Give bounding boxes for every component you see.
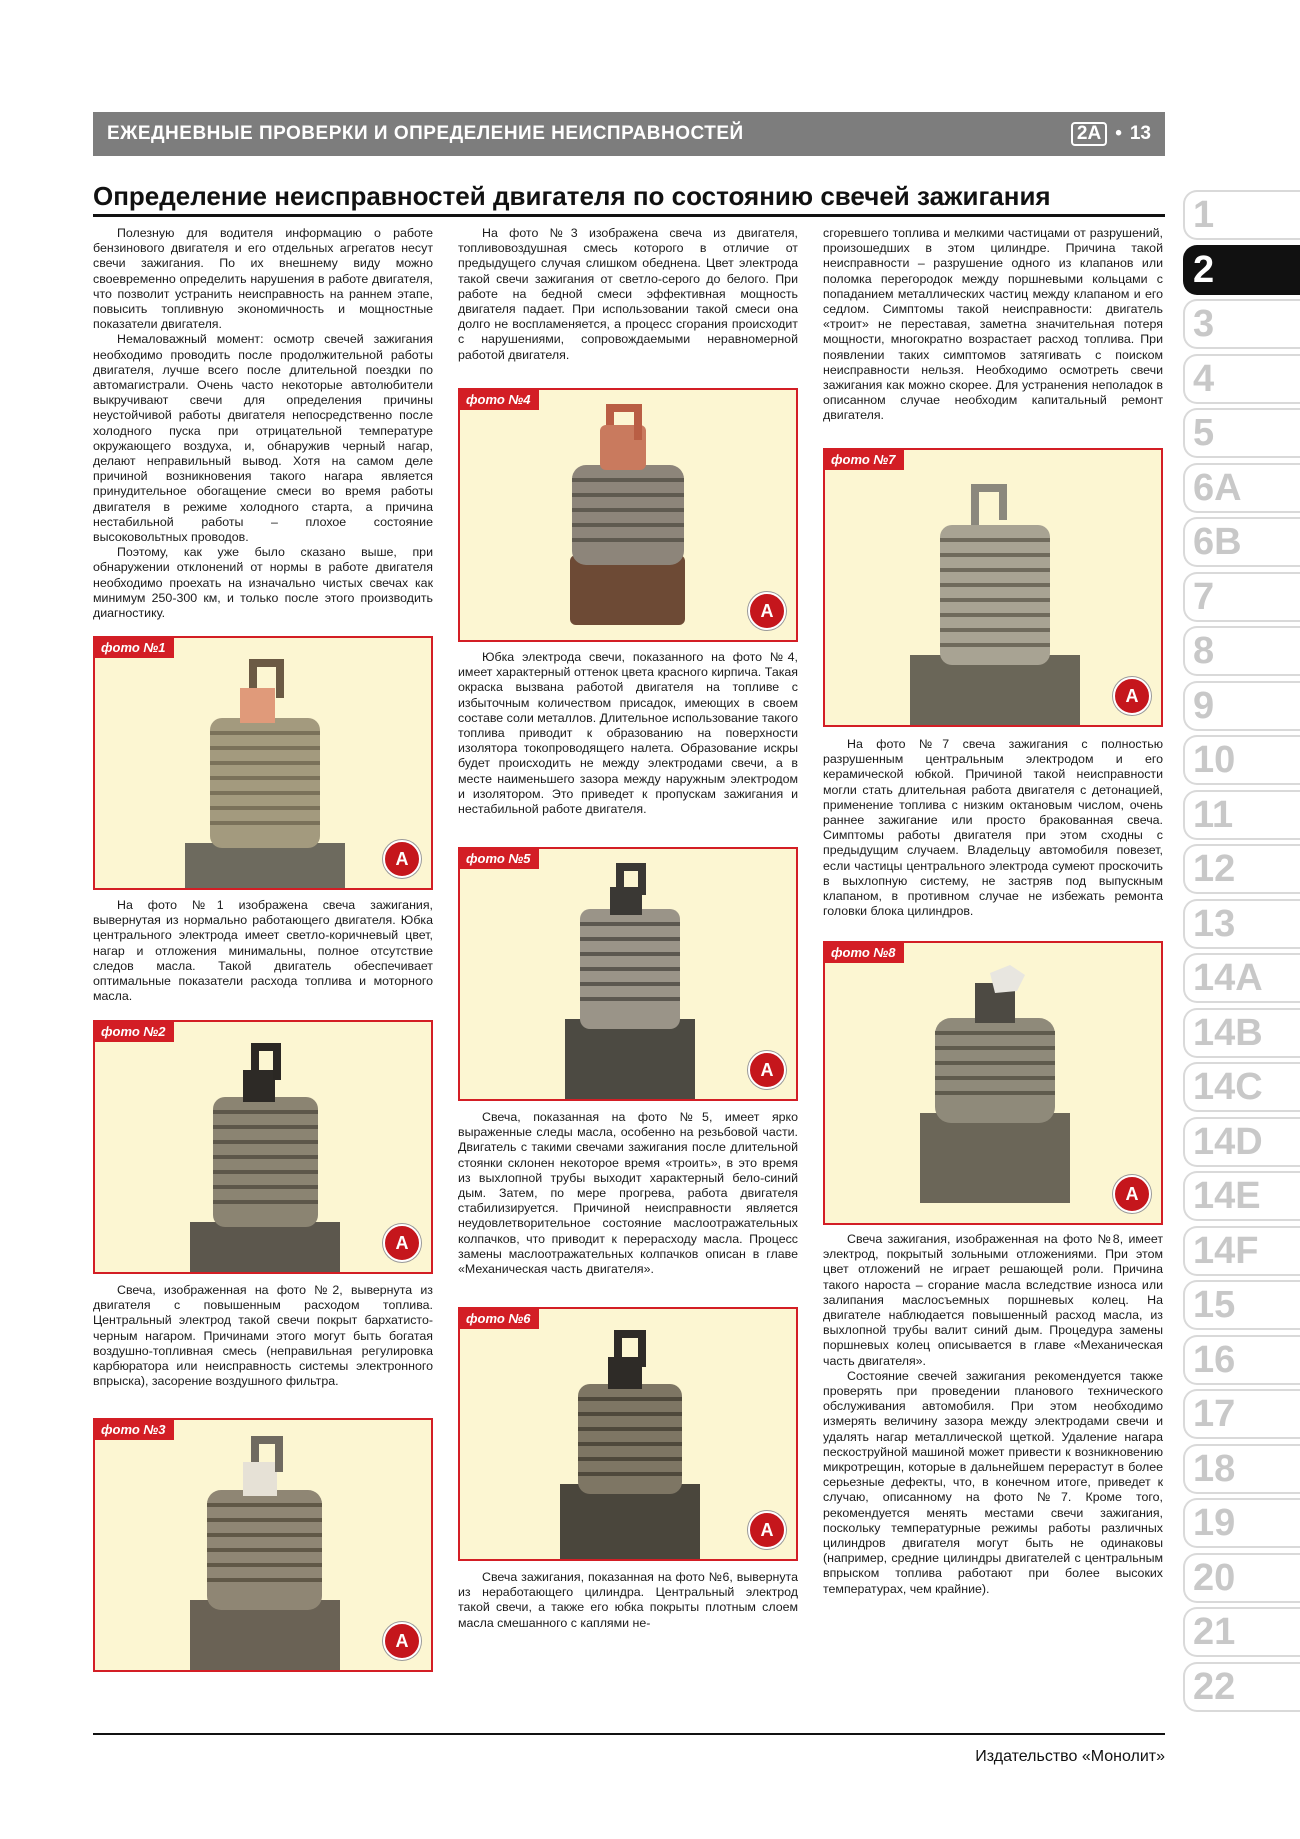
spark-plug-image (460, 1309, 796, 1559)
page-indicator (1071, 122, 1151, 146)
chapter-tab-16[interactable]: 16 (1183, 1335, 1300, 1385)
photo-2 (93, 1020, 433, 1274)
publisher-logo-icon: А (383, 1622, 421, 1660)
chapter-tab-17[interactable]: 17 (1183, 1389, 1300, 1439)
paragraph: Полезную для водителя информацию о работе бензинового двигателя и его отдельных агрегатов несут свечи зажигания. По их внешнему виду можно своевременно определить нарушения в работе двигателя, что позволит устранить неисправность на раннем этапе, повысить топливную экономичность и мощностные показатели двигателя. (93, 226, 433, 332)
photo-label: фото №5 (460, 849, 539, 869)
spark-plug-image (825, 450, 1161, 725)
publisher-logo-icon: А (383, 840, 421, 878)
chapter-tab-9[interactable]: 9 (1183, 681, 1300, 731)
chapter-tab-14f[interactable]: 14F (1183, 1226, 1300, 1276)
paragraph: Состояние свечей зажигания рекомендуется также проверять при проведении планового технического обслуживания автомобиля. При этом необходимо измерять величину зазора между электродами свечи и удалять нагар металлической щеткой. Удаление нагара пескоструйной машиной может привести к возникновению микротрещин, которые в дальнейшем перерастут в более серьезные дефекты, что, в конечном итоге, приведет к случаю, описанному на фото №7. Кроме того, рекомендуется менять местами свечи зажигания, поскольку температурные режимы работы различных цилиндров двигателя могут быть не одинаковы (например, средние цилиндры двигателей с центральным впрыском топлива работают при более высоких температурах, чем крайние). (823, 1368, 1163, 1596)
spark-plug-image (460, 390, 796, 640)
paragraph: Свеча зажигания, показанная на фото №6, вывернута из неработающего цилиндра. Центральный электрод такой свечи, а также его юбка покрыты плотным слоем масла смешанного с каплями не- (458, 1570, 798, 1630)
publisher-footer: Издательство «Монолит» (975, 1748, 1165, 1765)
col1-photo2-text (93, 1283, 433, 1389)
chapter-tab-18[interactable]: 18 (1183, 1444, 1300, 1494)
col1-photo1-text (93, 898, 433, 1004)
paragraph: Поэтому, как уже было сказано выше, при обнаружении отклонений от нормы в работе двигателя необходимо проехать на изначально чистых свечах как минимум 250-300 км, и только после этого производить диагностику. (93, 545, 433, 621)
paragraph: сгоревшего топлива и мелкими частицами от разрушений, произошедших в этом цилиндре. Причина такой неисправности – разрушение одного из клапанов или поломка перегородок между поршневыми кольцами с попаданием металлических частиц между клапаном и его седлом. Симптомы такой неисправности: двигатель «троит» не переставая, заметна значительная потеря мощности, многократно возрастает расход топлива. При появлении таких симптомов затягивать с поиском неисправности нельзя. Необходимо осмотреть свечи зажигания как можно скорее. Для устранения неполадок в описанном случае необходим капитальный ремонт двигателя. (823, 226, 1163, 423)
photo-label: фото №1 (95, 638, 174, 658)
publisher-logo-icon: А (1113, 677, 1151, 715)
spark-plug-image (95, 1022, 431, 1272)
chapter-tab-8[interactable]: 8 (1183, 626, 1300, 676)
photo-label: фото №7 (825, 450, 904, 470)
footer-divider (93, 1733, 1165, 1735)
chapter-tab-1[interactable]: 1 (1183, 190, 1300, 240)
photo-label: фото №4 (460, 390, 539, 410)
chapter-tab-20[interactable]: 20 (1183, 1553, 1300, 1603)
col1-intro (93, 226, 433, 621)
chapter-tab-14d[interactable]: 14D (1183, 1117, 1300, 1167)
chapter-tab-5[interactable]: 5 (1183, 408, 1300, 458)
chapter-tab-14a[interactable]: 14A (1183, 953, 1300, 1003)
col3-intro (823, 226, 1163, 424)
publisher-logo-icon: А (1113, 1175, 1151, 1213)
photo-3 (93, 1418, 433, 1672)
col2-photo5-text (458, 1110, 798, 1277)
paragraph: Свеча, показанная на фото №5, имеет ярко выраженные следы масла, особенно на резьбовой части. Двигатель с такими свечами зажигания после длительной стоянки склонен некоторое время «троить», в это время из выхлопной трубы выходит характерный бело-синий дым. Затем, по мере прогрева, работа двигателя стабилизируется. Причиной неисправности является неудовлетворительное состояние маслоотражательных колпачков, что приводит к перерасходу масла. Процесс замены маслоотражательных колпачков описан в главе «Механическая часть двигателя». (458, 1110, 798, 1277)
chapter-tab-15[interactable]: 15 (1183, 1280, 1300, 1330)
photo-4 (458, 388, 798, 642)
paragraph: Немаловажный момент: осмотр свечей зажигания необходимо проводить после продолжительной работы двигателя, лучше всего после длительной поездки по автомагистрали. Очень часто некоторые автолюбители выкручивают свечи для определения причины неустойчивой работы двигателя непосредственно после холодного пуска при отрицательной температуре окружающего воздуха, и, обнаружив черный нагар, делают неправильный вывод. Хотя на самом деле причиной возникновения такого нагара является принудительное обогащение смеси во время работы двигателя в режиме холодного старта, а причина нестабильной работы – плохое состояние высоковольтных проводов. (93, 332, 433, 545)
chapter-tab-2[interactable]: 2 (1183, 245, 1300, 295)
page-title: Определение неисправностей двигателя по состоянию свечей зажигания (93, 181, 1051, 211)
publisher-logo-icon: А (748, 592, 786, 630)
paragraph: Свеча зажигания, изображенная на фото №8, имеет электрод, покрытый зольными отложениями. При этом цвет отложений не играет решающей роли. Причина такого нароста – сгорание масла вследствие износа или залипания маслосъемных поршневых колец. На двигателе наблюдается повышенный расход масла, из выхлопной трубы валит синий дым. Процедура замены поршневых колец описывается в главе «Механическая часть двигателя». (823, 1232, 1163, 1368)
spark-plug-image (825, 943, 1161, 1223)
chapter-tab-10[interactable]: 10 (1183, 735, 1300, 785)
col2-photo6-text (458, 1570, 798, 1631)
publisher-logo-icon: А (383, 1224, 421, 1262)
chapter-tab-19[interactable]: 19 (1183, 1498, 1300, 1548)
section-title: ЕЖЕДНЕВНЫЕ ПРОВЕРКИ И ОПРЕДЕЛЕНИЕ НЕИСПРАВНОСТЕЙ (107, 123, 744, 144)
chapter-tab-3[interactable]: 3 (1183, 299, 1300, 349)
paragraph: На фото №7 свеча зажигания с полностью разрушенным центральным электродом и его керамической юбкой. Причиной такой неисправности могли стать длительная работа двигателя с детонацией, применение топлива с низким октановым числом, очень раннее зажигание или просто бракованная свеча. Симптомы работы двигателя при этом сходны с предыдущим случаем. Владельцу автомобиля повезет, если частицы центрального электрода сумеют проскочить в выхлопную систему, не застряв под выпускным клапаном, в противном случае не избежать ремонта головки блока цилиндров. (823, 737, 1163, 919)
chapter-tab-22[interactable]: 22 (1183, 1662, 1300, 1712)
chapter-tab-6b[interactable]: 6B (1183, 517, 1300, 567)
chapter-tab-14c[interactable]: 14C (1183, 1062, 1300, 1112)
photo-7 (823, 448, 1163, 727)
photo-1 (93, 636, 433, 890)
col2-photo4-text (458, 650, 798, 817)
photo-8 (823, 941, 1163, 1225)
page-separator: • (1115, 123, 1122, 144)
photo-label: фото №6 (460, 1309, 539, 1329)
spark-plug-image (95, 1420, 431, 1670)
col3-photo8-text (823, 1232, 1163, 1597)
paragraph: На фото №3 изображена свеча из двигателя, топливовоздушная смесь которого в отличие от предыдущего случая слишком обеднена. Цвет электрода такой свечи зажигания от светло-серого до белого. При работе на бедной смеси эффективная мощность двигателя падает. При использовании такой смеси она долго не воспламеняется, а процесс сгорания происходит с нарушениями, сопровождаемыми неравномерной работой двигателя. (458, 226, 798, 362)
spark-plug-image (460, 849, 796, 1099)
publisher-logo-icon: А (748, 1051, 786, 1089)
chapter-tab-21[interactable]: 21 (1183, 1607, 1300, 1657)
paragraph: Свеча, изображенная на фото №2, вывернута из двигателя с повышенным расходом топлива. Центральный электрод такой свечи покрыт бархатисто-черным нагаром. Причинами этого могут быть богатая воздушно-топливная смесь (неправильная регулировка карбюратора или неисправность системы электронного впрыска), засорение воздушного фильтра. (93, 1283, 433, 1389)
chapter-badge: 2A (1071, 122, 1107, 146)
chapter-tab-13[interactable]: 13 (1183, 899, 1300, 949)
title-divider (93, 214, 1165, 217)
chapter-tab-14e[interactable]: 14E (1183, 1171, 1300, 1221)
photo-label: фото №3 (95, 1420, 174, 1440)
section-header (93, 112, 1165, 156)
page-number: 13 (1129, 123, 1151, 144)
chapter-tab-7[interactable]: 7 (1183, 572, 1300, 622)
spark-plug-image (95, 638, 431, 888)
photo-6 (458, 1307, 798, 1561)
col3-photo7-text (823, 737, 1163, 919)
photo-5 (458, 847, 798, 1101)
chapter-tab-12[interactable]: 12 (1183, 844, 1300, 894)
col2-intro (458, 226, 798, 363)
chapter-tab-14b[interactable]: 14B (1183, 1008, 1300, 1058)
photo-label: фото №8 (825, 943, 904, 963)
publisher-logo-icon: А (748, 1511, 786, 1549)
paragraph: Юбка электрода свечи, показанного на фото №4, имеет характерный оттенок цвета красного кирпича. Такая окраска вызвана работой двигателя на топливе с избыточным количеством присадок, имеющих в своем составе соли металлов. Длительное использование такого топлива приводит к образованию на поверхности изолятора токопроводящего налета. Образование искры будет происходить не между электродами свечи, а в месте наименьшего зазора между наружным электродом и изолятором. Это приведет к пропускам зажигания и нестабильной работе двигателя. (458, 650, 798, 817)
chapter-tab-4[interactable]: 4 (1183, 354, 1300, 404)
chapter-tab-6a[interactable]: 6A (1183, 463, 1300, 513)
paragraph: На фото №1 изображена свеча зажигания, вывернутая из нормально работающего двигателя. Юбка центрального электрода имеет светло-коричневый цвет, нагар и отложения минимальны, полное отсутствие следов масла. Такой двигатель обеспечивает оптимальные показатели расхода топлива и моторного масла. (93, 898, 433, 1004)
photo-label: фото №2 (95, 1022, 174, 1042)
chapter-tab-11[interactable]: 11 (1183, 790, 1300, 840)
